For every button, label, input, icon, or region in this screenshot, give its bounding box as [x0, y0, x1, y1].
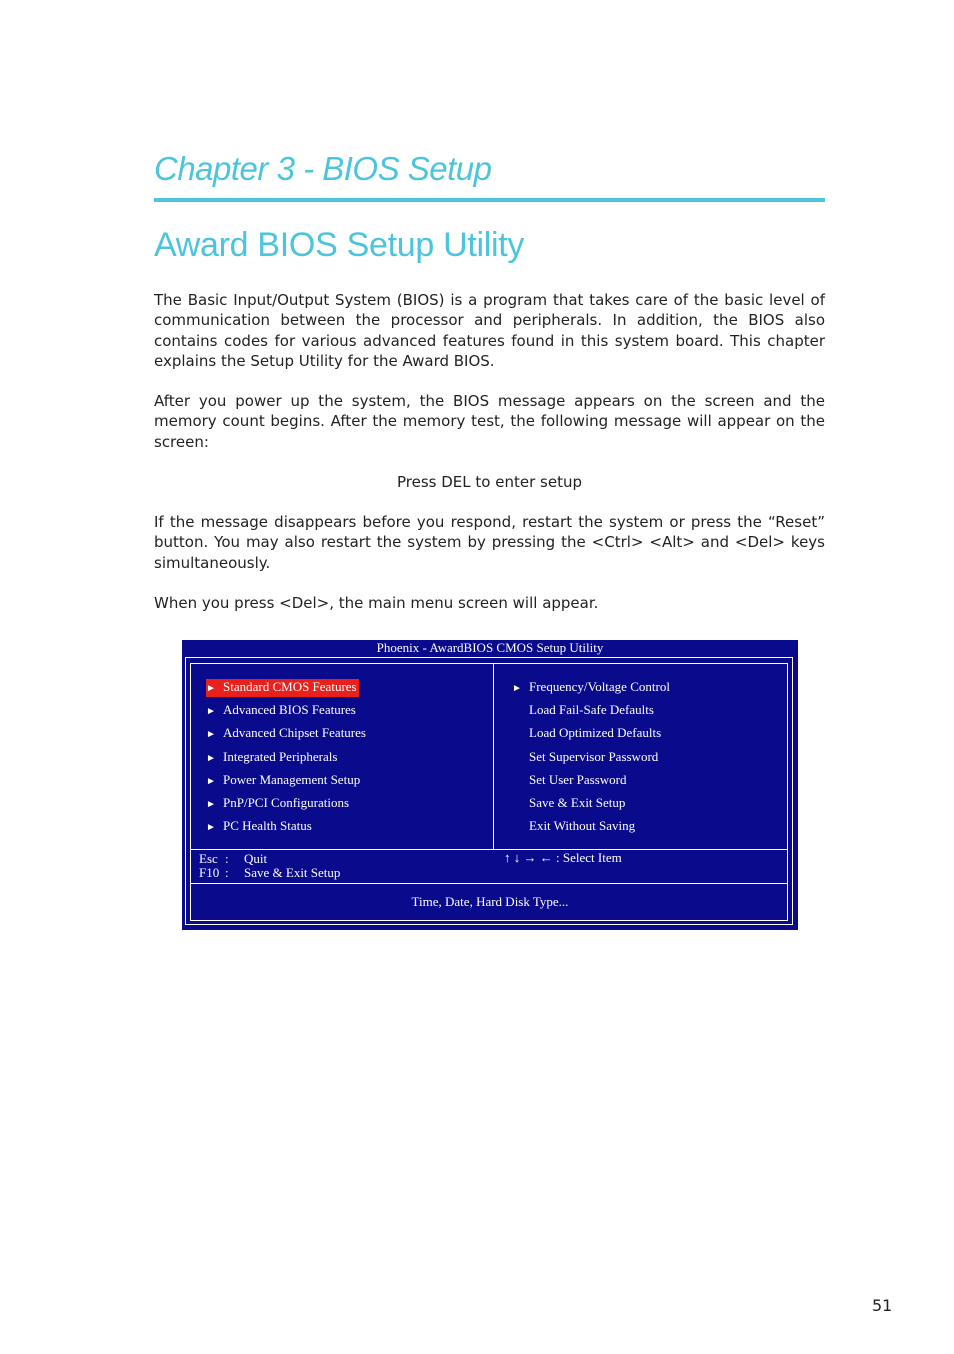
bios-status-line: Time, Date, Hard Disk Type... — [411, 894, 569, 909]
bios-menu-item-frequency-voltage[interactable]: ► Frequency/Voltage Control — [512, 679, 670, 702]
arrow-right-icon: ► — [206, 729, 216, 741]
paragraph-intro: The Basic Input/Output System (BIOS) is a program that takes care of the basic level of communication between the processor and peripherals. In addition, the BIOS also contains codes for various advanced features found in this system board. This chapter explains the Setup Utility for the Award BIOS. — [154, 291, 825, 370]
arrow-right-icon: ► — [512, 683, 522, 694]
bios-menu-item-advanced-bios[interactable]: ► Advanced BIOS Features — [206, 702, 366, 725]
bios-menu-item-load-optimized[interactable]: Load Optimized Defaults — [529, 725, 662, 741]
bios-status-divider — [190, 883, 788, 884]
chapter-rule — [154, 198, 825, 202]
bios-menu-item-pnp-pci[interactable]: ► PnP/PCI Configurations — [206, 795, 366, 818]
arrow-right-icon: ► — [206, 706, 216, 718]
page-number: 51 — [872, 1296, 893, 1315]
nav-help: ↑ ↓ → ← : Select Item — [504, 850, 622, 865]
bios-menu-item-power-management[interactable]: ► Power Management Setup — [206, 772, 366, 795]
arrow-right-icon: ► — [206, 683, 216, 694]
bios-menu-item-exit-without-saving[interactable]: Exit Without Saving — [529, 818, 636, 834]
bios-menu-divider — [190, 849, 788, 850]
bios-column-divider — [493, 663, 494, 849]
arrow-right-icon: ► — [206, 798, 216, 810]
bios-menu-item-standard-cmos[interactable]: ► Standard CMOS Features — [206, 679, 366, 702]
key-hint-f10: F10 : Save & Exit Setup — [199, 865, 341, 880]
bios-left-menu — [206, 679, 366, 841]
bios-menu-item-integrated-peripherals[interactable]: ► Integrated Peripherals — [206, 749, 366, 772]
paragraph-power-up: After you power up the system, the BIOS message appears on the screen and the memory count begins. After the memory test, the following message will appear on the screen: — [154, 392, 825, 451]
bios-menu-item-load-fail-safe[interactable]: Load Fail-Safe Defaults — [529, 702, 654, 718]
paragraph-restart: If the message disappears before you respond, restart the system or press the “Reset” button. You may also restart the system by pressing the <Ctrl> <Alt> and <Del> keys simultaneously. — [154, 513, 825, 572]
section-title: Award BIOS Setup Utility — [154, 226, 525, 264]
arrow-right-icon: ► — [206, 775, 216, 787]
bios-menu-item-advanced-chipset[interactable]: ► Advanced Chipset Features — [206, 725, 366, 748]
chapter-title: Chapter 3 - BIOS Setup — [154, 150, 492, 187]
key-hint-esc: Esc : Quit — [199, 851, 268, 866]
arrow-right-icon: ► — [206, 752, 216, 764]
bios-menu-item-user-password[interactable]: Set User Password — [529, 771, 627, 787]
bios-setup-screenshot — [182, 640, 798, 930]
bios-menu-item-save-exit[interactable]: Save & Exit Setup — [529, 794, 626, 810]
bios-title: Phoenix - AwardBIOS CMOS Setup Utility — [376, 640, 604, 655]
paragraph-main-menu: When you press <Del>, the main menu screen will appear. — [154, 594, 599, 612]
bios-menu-item-pc-health[interactable]: ► PC Health Status — [206, 818, 366, 841]
press-del-message: Press DEL to enter setup — [397, 473, 582, 491]
arrow-right-icon: ► — [206, 822, 216, 834]
bios-right-menu — [512, 679, 670, 841]
bios-menu-item-supervisor-password[interactable]: Set Supervisor Password — [529, 748, 659, 764]
